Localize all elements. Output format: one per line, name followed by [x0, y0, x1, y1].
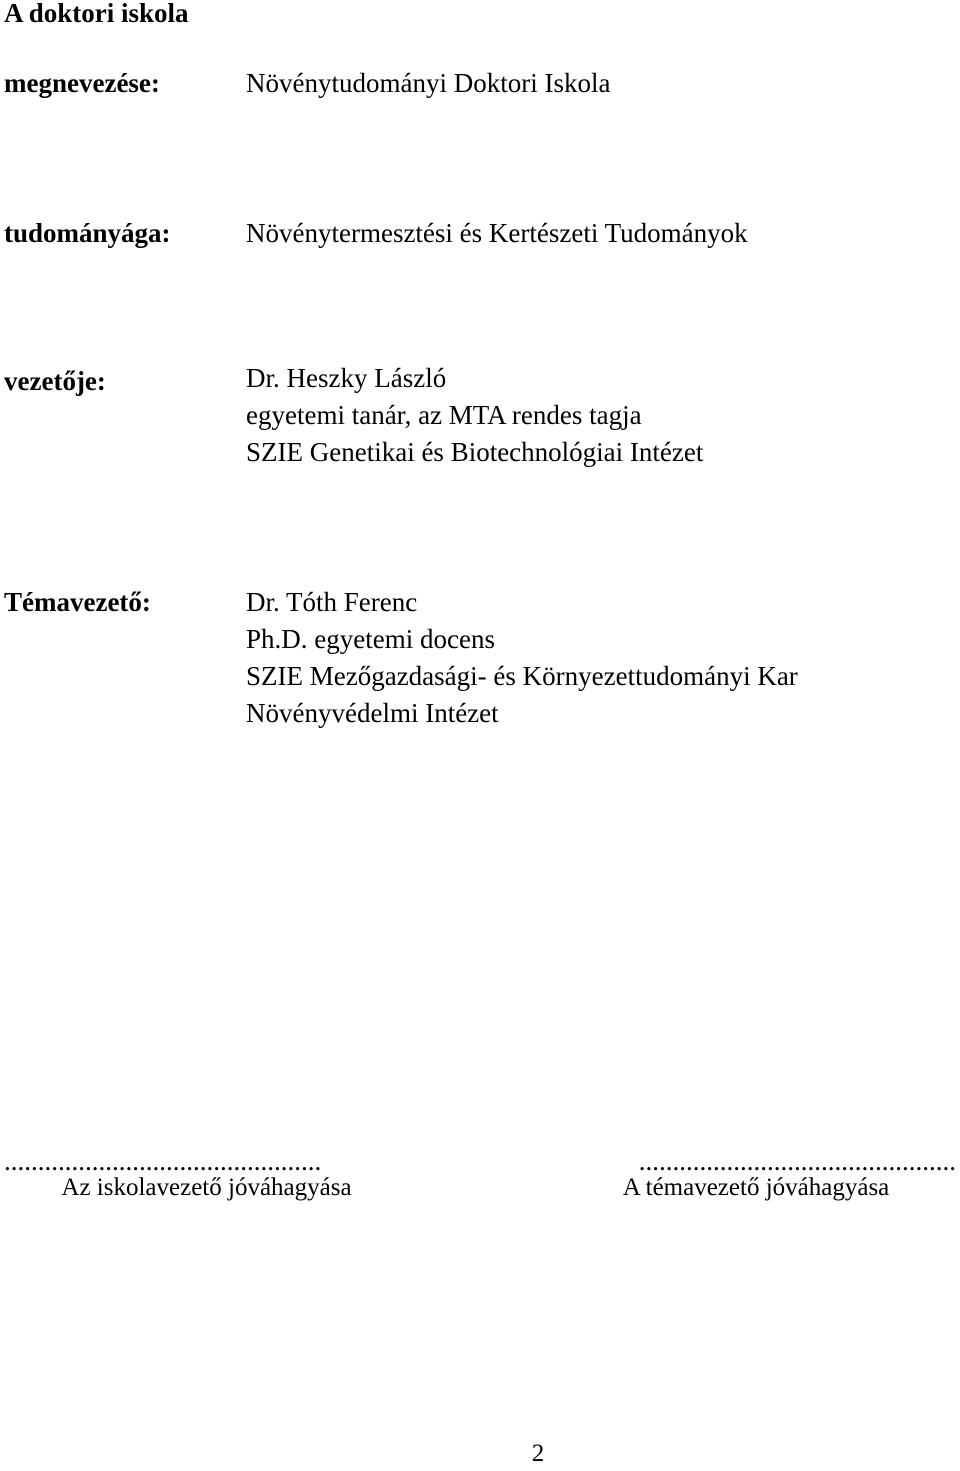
- supervisor-institute: Növényvédelmi Intézet: [246, 698, 499, 728]
- name-label: megnevezése:: [4, 68, 160, 98]
- supervisor-title: Ph.D. egyetemi docens: [246, 624, 495, 654]
- leader-name: Dr. Heszky László: [246, 363, 447, 393]
- leader-institute: SZIE Genetikai és Biotechnológiai Intézet: [246, 437, 704, 467]
- leader-label: vezetője:: [4, 366, 106, 396]
- supervisor-label: Témavezető:: [4, 587, 151, 617]
- name-value: Növénytudományi Doktori Iskola: [246, 68, 611, 98]
- field-label: tudományága:: [4, 218, 171, 248]
- page-number: 2: [531, 1440, 545, 1467]
- supervisor-faculty: SZIE Mezőgazdasági- és Környezettudományi Kar: [246, 661, 798, 691]
- supervisor-details: [246, 584, 798, 732]
- left-approval-caption: Az iskolavezető jóváhagyása: [61, 1174, 352, 1201]
- right-approval-caption: A témavezető jóváhagyása: [622, 1174, 890, 1201]
- right-signature-line: ...............................................: [638, 1146, 956, 1176]
- leader-details: [246, 360, 703, 471]
- leader-title: egyetemi tanár, az MTA rendes tagja: [246, 400, 642, 430]
- supervisor-name: Dr. Tóth Ferenc: [246, 587, 418, 617]
- school-title: A doktori iskola: [4, 0, 189, 28]
- left-signature-line: ...............................................: [4, 1146, 322, 1176]
- field-value: Növénytermesztési és Kertészeti Tudományok: [246, 218, 748, 248]
